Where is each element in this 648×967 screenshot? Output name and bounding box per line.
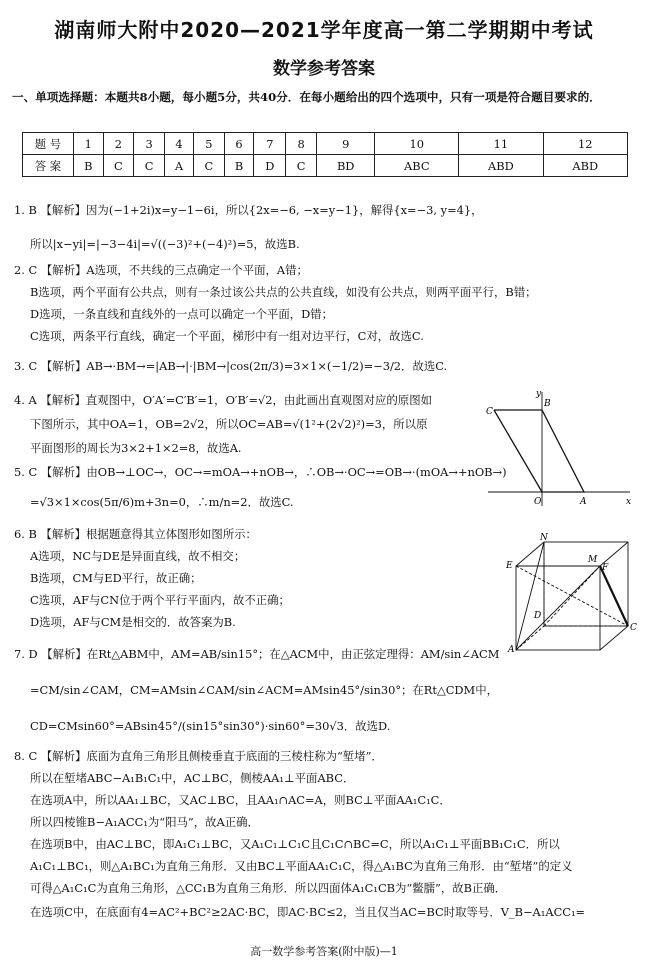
table-cell: 7 bbox=[254, 133, 286, 155]
table-cell: ABD bbox=[459, 155, 543, 177]
point-label-A: A bbox=[508, 645, 515, 654]
table-cell: ABD bbox=[543, 155, 627, 177]
page-title: 湖南师大附中2020—2021学年度高一第二学期期中考试 bbox=[54, 18, 594, 42]
solution-line: 6. B 【解析】根据题意得其立体图形如图所示： bbox=[14, 527, 257, 541]
point-label-N: N bbox=[540, 533, 548, 543]
q6-figure bbox=[506, 532, 642, 654]
solution-line: 在选项B中，由AC⊥BC，即A₁C₁⊥BC，又A₁C₁⊥C₁C且C₁C∩BC=C，所以A₁C₁⊥平面BB₁C₁C．所以 bbox=[30, 837, 560, 851]
point-label-M: M bbox=[588, 555, 598, 565]
point-label-O: O bbox=[534, 497, 542, 507]
axis-label-y: y bbox=[536, 389, 542, 399]
table-cell: 6 bbox=[224, 133, 254, 155]
solution-line: 在选项A中，所以AA₁⊥BC，又AC⊥BC，且AA₁∩AC=A，则BC⊥平面AA₁C₁C． bbox=[30, 793, 451, 807]
solution-line: 所以四棱锥B−A₁ACC₁为“阳马”，故A正确． bbox=[30, 815, 259, 829]
solution-line: 可得△A₁C₁C为直角三角形，△CC₁B为直角三角形．所以四面体A₁C₁CB为“鳖臑”，故B正确． bbox=[30, 881, 507, 895]
point-label-F: F bbox=[602, 563, 609, 573]
table-row-answers bbox=[23, 155, 628, 177]
solution-line: A选项，NC与DE是异面直线，故不相交； bbox=[30, 549, 246, 563]
solution-line: B选项，CM与ED平行，故正确； bbox=[30, 571, 202, 585]
point-label-E: E bbox=[506, 561, 513, 571]
solution-line: C选项，AF与CN位于两个平行平面内，故不正确； bbox=[30, 593, 290, 607]
solution-line: =√3×1×cos(5π/6)m+3n=0，∴m/n=2．故选C. bbox=[30, 495, 294, 509]
solution-line: 在选项C中，在底面有4=AC²+BC²≥2AC·BC，即AC·BC≤2，当且仅当AC=BC时取等号．V_B−A₁ACC₁= bbox=[30, 905, 586, 919]
page-subtitle: 数学参考答案 bbox=[273, 59, 375, 79]
table-cell: C bbox=[134, 155, 165, 177]
solution-line: CD=CMsin60°=ABsin45°/(sin15°sin30°)·sin60°=30√3．故选D. bbox=[30, 719, 391, 733]
table-cell: 11 bbox=[459, 133, 543, 155]
solution-line: D选项，一条直线和直线外的一点可以确定一个平面，D错； bbox=[30, 307, 334, 321]
table-cell: 10 bbox=[375, 133, 459, 155]
solution-line: 下图所示，其中OA=1，OB=2√2，所以OC=AB=√(1²+(2√2)²)=3，所以原 bbox=[30, 417, 428, 431]
section-heading: 一、单项选择题：本题共8小题，每小题5分，共40分．在每小题给出的四个选项中，只有一项是符合题目要求的． bbox=[12, 90, 601, 104]
solution-line: 2. C 【解析】A选项，不共线的三点确定一个平面，A错； bbox=[14, 263, 308, 277]
cube-edges bbox=[516, 542, 628, 650]
point-label-D: D bbox=[534, 611, 542, 621]
solution-line: 1. B 【解析】因为(−1+2i)x=y−1−6i，所以{2x=−6, −x=y−1}，解得{x=−3, y=4}， bbox=[14, 203, 483, 217]
solution-line: 7. D 【解析】在Rt△ABM中，AM=AB/sin15°；在△ACM中，由正弦定理得：AM/sin∠ACM bbox=[14, 647, 500, 661]
table-row-numbers bbox=[23, 133, 628, 155]
point-label-C: C bbox=[486, 407, 493, 417]
solution-line: 平面图形的周长为3×2+1×2=8，故选A. bbox=[30, 441, 242, 455]
table-cell: C bbox=[286, 155, 317, 177]
table-cell: C bbox=[194, 155, 225, 177]
axis-label-x: x bbox=[626, 497, 632, 507]
table-cell: 8 bbox=[286, 133, 317, 155]
table-cell: B bbox=[224, 155, 254, 177]
table-cell: C bbox=[103, 155, 134, 177]
table-cell: D bbox=[254, 155, 286, 177]
table-cell: BD bbox=[316, 155, 374, 177]
solution-line: 8. C 【解析】底面为直角三角形且侧棱垂直于底面的三棱柱称为“堑堵”． bbox=[14, 749, 383, 763]
solution-line: A₁C₁⊥BC₁，则△A₁BC₁为直角三角形．又由BC⊥平面AA₁C₁C，得△A₁BC为直角三角形．由“堑堵”的定义 bbox=[30, 859, 573, 873]
point-label-C: C bbox=[630, 623, 637, 633]
table-cell: ABC bbox=[375, 155, 459, 177]
solution-line: D选项，AF与CM是相交的．故答案为B. bbox=[30, 615, 236, 629]
original-figure-outline bbox=[494, 410, 584, 492]
solution-line: 5. C 【解析】由OB→⊥OC→，OC→=mOA→+nOB→，∴OB→·OC→=OB→·(mOA→+nOB→) bbox=[14, 465, 507, 479]
table-cell: 5 bbox=[194, 133, 225, 155]
table-header-cell: 答 案 bbox=[23, 155, 74, 177]
table-cell: 2 bbox=[103, 133, 134, 155]
solution-line: 所以|x−yi|=|−3−4i|=√((−3)²+(−4)²)=5，故选B. bbox=[30, 237, 300, 251]
table-cell: 9 bbox=[316, 133, 374, 155]
table-cell: 12 bbox=[543, 133, 627, 155]
point-label-B: B bbox=[544, 399, 551, 409]
solution-line: 所以在堑堵ABC−A₁B₁C₁中，AC⊥BC，侧棱AA₁⊥平面ABC． bbox=[30, 771, 355, 785]
solution-line: C选项，两条平行直线，确定一个平面，梯形中有一组对边平行，C对，故选C. bbox=[30, 329, 424, 343]
table-header-cell: 题 号 bbox=[23, 133, 74, 155]
solution-line: 4. A 【解析】直观图中，O′A′=C′B′=1，O′B′=√2，由此画出直观图对应的原图如 bbox=[14, 393, 432, 407]
table-cell: B bbox=[74, 155, 104, 177]
solution-line: B选项，两个平面有公共点，则有一条过该公共点的公共直线，如没有公共点，则两平面平行，B错； bbox=[30, 285, 537, 299]
q4-figure bbox=[480, 388, 636, 508]
highlight-edge-FC bbox=[600, 566, 628, 626]
table-cell: 3 bbox=[134, 133, 165, 155]
table-cell: 4 bbox=[164, 133, 193, 155]
point-label-A: A bbox=[580, 497, 587, 507]
solution-line: 3. C 【解析】AB→·BM→=|AB→|·|BM→|cos(2π/3)=3×1×(−1/2)=−3/2．故选C. bbox=[14, 359, 448, 373]
solution-line: =CM/sin∠CAM，CM=AMsin∠CAM/sin∠ACM=AMsin45°/sin30°；在Rt△CDM中， bbox=[30, 683, 499, 697]
answer-table bbox=[22, 132, 628, 177]
table-cell: A bbox=[164, 155, 193, 177]
table-cell: 1 bbox=[74, 133, 104, 155]
page-footer: 高一数学参考答案(附中版)—1 bbox=[250, 945, 398, 958]
